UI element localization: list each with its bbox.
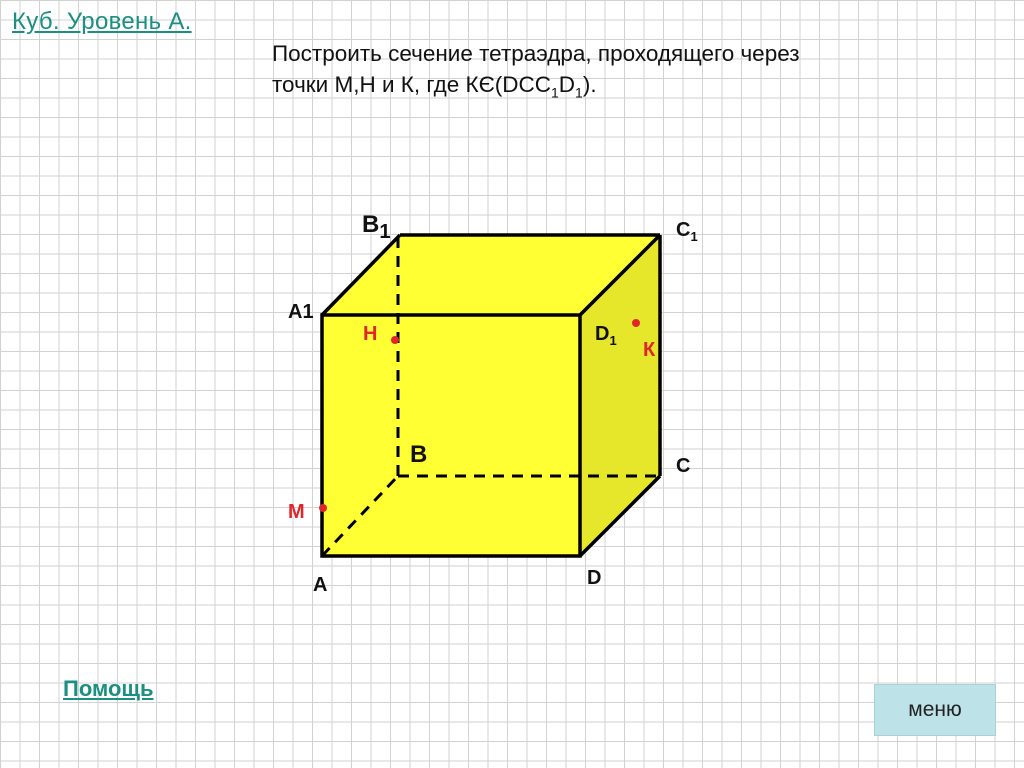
- task-line-2: точки М,Н и К, где $КЄ(DCC_1D_1)$.: [272, 72, 597, 101]
- help-link[interactable]: Помощь: [63, 676, 154, 701]
- point-h-marker: [391, 336, 399, 344]
- point-label-m: М: [288, 501, 305, 523]
- point-label-k: К: [643, 339, 656, 361]
- task-line-1: Построить сечение тетраэдра, проходящего через: [272, 41, 800, 66]
- vertex-label-c: C: [676, 455, 691, 477]
- cube-front-face: [322, 315, 580, 556]
- vertex-label-a1: А1: [288, 301, 314, 323]
- point-label-h: Н: [363, 323, 378, 345]
- vertex-label-c1: $C_1$: [676, 219, 698, 244]
- vertex-label-d: D: [587, 567, 602, 589]
- lesson-title-link[interactable]: Куб. Уровень А.: [12, 8, 192, 35]
- vertex-label-b1: $В_1$: [362, 211, 391, 243]
- point-k-marker: [632, 319, 640, 327]
- point-m-marker: [319, 504, 327, 512]
- vertex-label-d1: $D_1$: [595, 323, 617, 348]
- vertex-label-a: А: [313, 574, 328, 596]
- menu-button-label: меню: [908, 698, 962, 721]
- vertex-label-b: В: [410, 441, 428, 468]
- menu-button[interactable]: [874, 684, 996, 736]
